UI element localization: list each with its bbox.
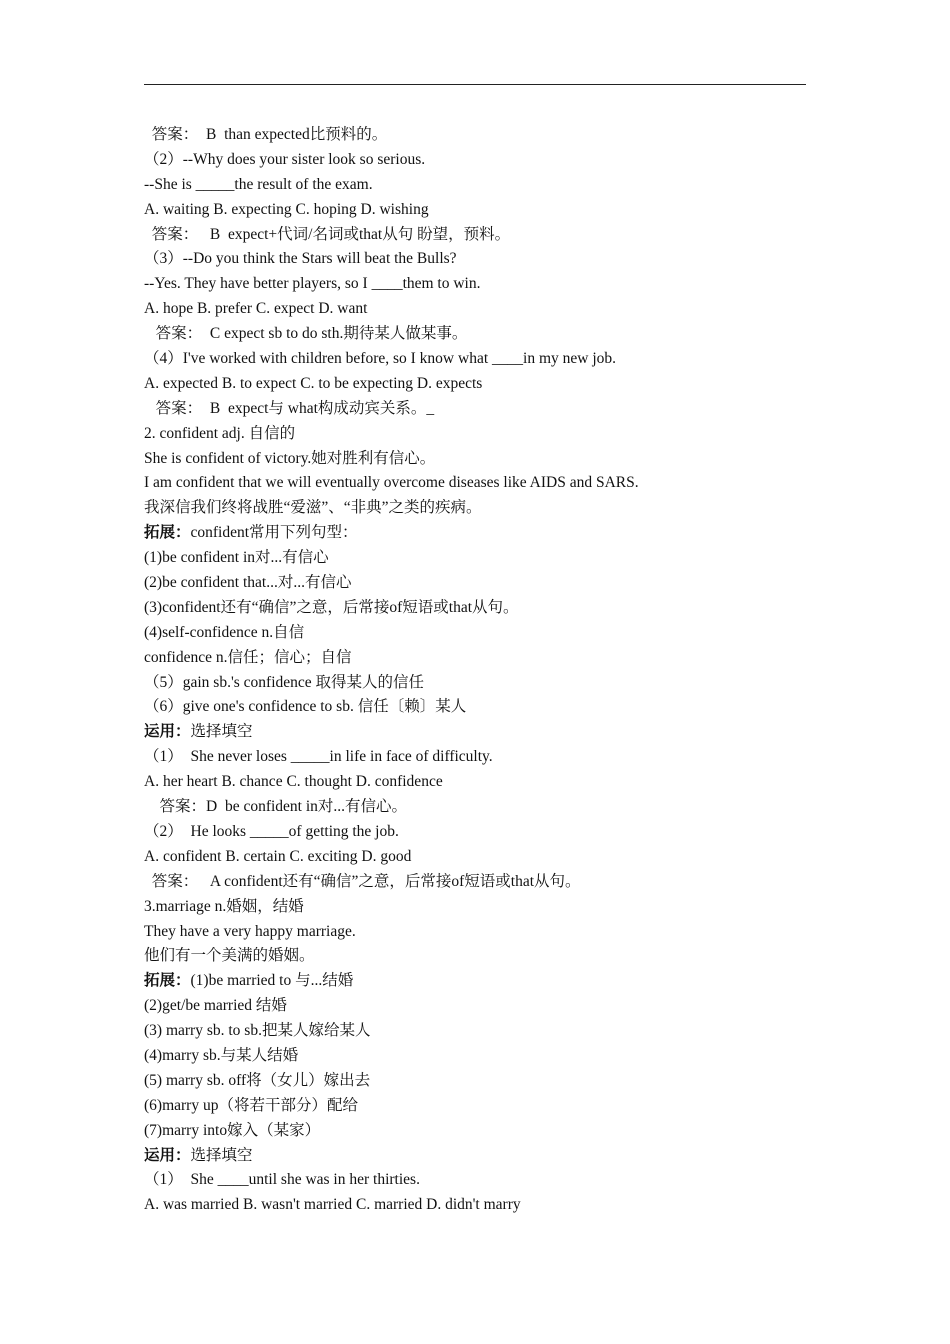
text-line — [144, 397, 824, 422]
line-text: I am confident that we will eventually overcome diseases like AIDS and SARS. — [144, 474, 639, 492]
line-text: (2)be confident that...对...有信心 — [144, 574, 352, 592]
text-line — [144, 920, 824, 945]
text-line — [144, 596, 824, 621]
line-text: They have a very happy marriage. — [144, 922, 356, 940]
text-line — [144, 123, 824, 148]
line-text: （5）gain sb.'s confidence 取得某人的信任 — [144, 673, 425, 691]
text-line — [144, 571, 824, 596]
text-line — [144, 1019, 824, 1044]
line-text: --Yes. They have better players, so I ____them to win. — [144, 275, 481, 293]
section-label: 运用： — [144, 1146, 191, 1164]
text-line — [144, 148, 824, 173]
line-text: 答案： B expect与 what构成动宾关系。_ — [144, 399, 435, 417]
line-text: A. confident B. certain C. exciting D. good — [144, 847, 412, 865]
section-label: 运用： — [144, 723, 191, 741]
line-text: 答案： C expect sb to do sth.期待某人做某事。 — [144, 325, 468, 343]
text-line — [144, 870, 824, 895]
line-text: 答案： A confident还有“确信”之意，后常接of短语或that从句。 — [144, 872, 581, 890]
line-text: (6)marry up（将若干部分）配给 — [144, 1096, 358, 1114]
line-text: (7)marry into嫁入（某家） — [144, 1121, 321, 1139]
text-line — [144, 1094, 824, 1119]
text-line — [144, 372, 824, 397]
text-line — [144, 795, 824, 820]
text-line — [144, 621, 824, 646]
text-line — [144, 447, 824, 472]
line-text: She is confident of victory.她对胜利有信心。 — [144, 449, 436, 467]
text-line — [144, 272, 824, 297]
line-text: 他们有一个美满的婚姻。 — [144, 947, 315, 965]
text-line — [144, 521, 824, 546]
line-text: 2. confident adj. 自信的 — [144, 424, 296, 442]
text-line — [144, 671, 824, 696]
text-line — [144, 720, 824, 745]
line-text: (4)marry sb.与某人结婚 — [144, 1046, 299, 1064]
text-line — [144, 322, 824, 347]
line-text: 答案：D be confident in对...有信心。 — [144, 798, 408, 816]
line-text: confidence n.信任；信心；自信 — [144, 648, 352, 666]
text-line — [144, 471, 824, 496]
line-text: (1)be married to 与...结婚 — [190, 972, 354, 990]
line-text: confident常用下列句型： — [190, 524, 358, 542]
line-text: A. waiting B. expecting C. hoping D. wishing — [144, 200, 429, 218]
text-line — [144, 845, 824, 870]
line-text: 选择填空 — [190, 1146, 253, 1164]
line-text: 答案： B than expected比预料的。 — [144, 126, 388, 143]
text-line — [144, 994, 824, 1019]
text-line — [144, 347, 824, 372]
line-text: --She is _____the result of the exam. — [144, 175, 373, 193]
line-text: (2)get/be married 结婚 — [144, 997, 287, 1015]
text-line — [144, 969, 824, 994]
line-text: (1)be confident in对...有信心 — [144, 549, 329, 567]
line-text: 3.marriage n.婚姻，结婚 — [144, 897, 304, 915]
line-text: 选择填空 — [190, 723, 253, 741]
text-line — [144, 496, 824, 521]
text-line — [144, 546, 824, 571]
line-text: (3) marry sb. to sb.把某人嫁给某人 — [144, 1022, 371, 1040]
line-text: （3）--Do you think the Stars will beat the Bulls? — [144, 250, 457, 268]
text-line — [144, 1193, 824, 1218]
text-line — [144, 1119, 824, 1144]
line-text: （4）I've worked with children before, so I know what ____in my new job. — [144, 350, 617, 368]
line-text: 我深信我们终将战胜“爱滋”、“非典”之类的疾病。 — [144, 499, 482, 517]
line-text: A. was married B. wasn't married C. married D. didn't marry — [144, 1196, 521, 1214]
header-rule — [144, 84, 806, 85]
line-text: （1） She ____until she was in her thirties. — [144, 1171, 420, 1189]
text-line — [144, 944, 824, 969]
section-label: 拓展： — [144, 524, 191, 542]
text-line — [144, 173, 824, 198]
line-text: （6）give one's confidence to sb. 信任〔赖〕某人 — [144, 698, 467, 716]
text-line — [144, 297, 824, 322]
text-line — [144, 223, 824, 248]
line-text: (3)confident还有“确信”之意，后常接of短语或that从句。 — [144, 598, 519, 616]
line-text: (5) marry sb. off将（女儿）嫁出去 — [144, 1071, 371, 1089]
text-line — [144, 1069, 824, 1094]
line-text: （1） She never loses _____in life in face of difficulty. — [144, 748, 493, 766]
text-line — [144, 1168, 824, 1193]
line-text: A. hope B. prefer C. expect D. want — [144, 300, 368, 318]
text-line — [144, 895, 824, 920]
line-text: A. her heart B. chance C. thought D. confidence — [144, 773, 443, 791]
line-text: A. expected B. to expect C. to be expecting D. expects — [144, 374, 483, 392]
text-line — [144, 1044, 824, 1069]
text-line — [144, 770, 824, 795]
line-text: 答案： B expect+代词/名词或that从句 盼望，预料。 — [144, 225, 511, 243]
text-line — [144, 422, 824, 447]
line-text: (4)self-confidence n.自信 — [144, 623, 305, 641]
text-line — [144, 646, 824, 671]
document-body — [144, 123, 824, 1218]
line-text: （2） He looks _____of getting the job. — [144, 822, 399, 840]
text-line — [144, 695, 824, 720]
section-label: 拓展： — [144, 972, 191, 990]
text-line — [144, 247, 824, 272]
text-line — [144, 198, 824, 223]
text-line — [144, 820, 824, 845]
text-line — [144, 745, 824, 770]
line-text: （2）--Why does your sister look so serious. — [144, 150, 426, 168]
text-line — [144, 1144, 824, 1169]
